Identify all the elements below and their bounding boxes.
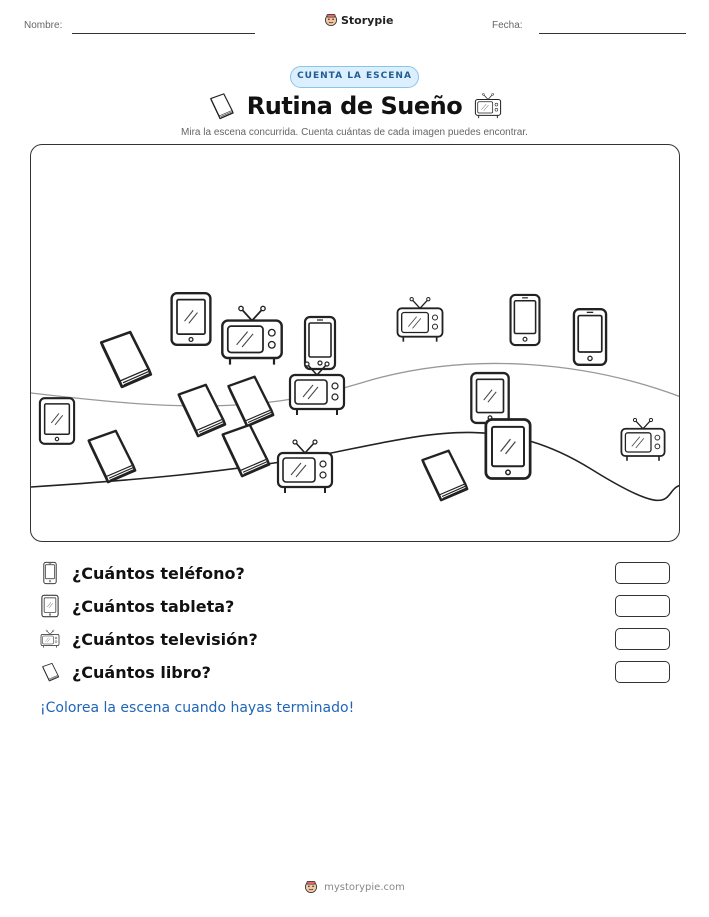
- name-label: Nombre:: [24, 20, 63, 31]
- question-text: ¿Cuántos televisión?: [72, 629, 258, 649]
- answer-box-tv[interactable]: [615, 628, 670, 650]
- phone-icon[interactable]: [571, 307, 609, 367]
- title-row: [0, 92, 709, 120]
- book-icon: [40, 661, 60, 683]
- tablet-icon[interactable]: [38, 396, 76, 446]
- tv-icon[interactable]: [287, 361, 347, 417]
- question-row-book: [40, 659, 670, 685]
- tv-icon: [474, 92, 502, 120]
- question-text: ¿Cuántos teléfono?: [72, 563, 245, 583]
- question-row-tablet: [40, 593, 670, 619]
- question-row-phone: [40, 560, 670, 586]
- tv-icon[interactable]: [395, 295, 445, 345]
- book-icon: [207, 92, 235, 120]
- scene-frame: [30, 144, 680, 542]
- coloring-instruction: ¡Colorea la escena cuando hayas terminado!: [40, 700, 355, 716]
- tv-icon[interactable]: [619, 415, 667, 465]
- tablet-icon[interactable]: [169, 291, 213, 347]
- date-line[interactable]: [539, 33, 686, 34]
- question-row-tv: [40, 626, 670, 652]
- tablet-icon: [41, 594, 59, 618]
- book-icon[interactable]: [81, 427, 139, 485]
- storypie-logo: [324, 13, 393, 27]
- footer-url: mystorypie.com: [324, 881, 405, 893]
- question-text: ¿Cuántos tableta?: [72, 596, 235, 616]
- book-icon[interactable]: [93, 328, 155, 390]
- brand-name: Storypie: [341, 13, 394, 27]
- question-text: ¿Cuántos libro?: [72, 662, 211, 682]
- answer-box-tablet[interactable]: [615, 595, 670, 617]
- page-title: Rutina de Sueño: [246, 92, 463, 120]
- instructions: Mira la escena concurrida. Cuenta cuántas de cada imagen puedes encontrar.: [181, 127, 528, 138]
- mascot-icon: [324, 13, 338, 27]
- footer: [0, 880, 709, 894]
- mascot-icon: [304, 880, 318, 894]
- book-icon[interactable]: [215, 421, 273, 479]
- phone-icon[interactable]: [507, 293, 543, 347]
- activity-badge: CUENTA LA ESCENA: [290, 66, 419, 88]
- book-icon[interactable]: [415, 447, 471, 503]
- name-line[interactable]: [72, 33, 255, 34]
- answer-box-book[interactable]: [615, 661, 670, 683]
- phone-icon: [43, 561, 57, 585]
- tv-icon[interactable]: [219, 305, 285, 367]
- tv-icon[interactable]: [275, 439, 335, 495]
- tablet-icon[interactable]: [483, 417, 533, 481]
- tv-icon: [40, 628, 60, 650]
- date-label: Fecha:: [492, 20, 523, 31]
- answer-box-phone[interactable]: [615, 562, 670, 584]
